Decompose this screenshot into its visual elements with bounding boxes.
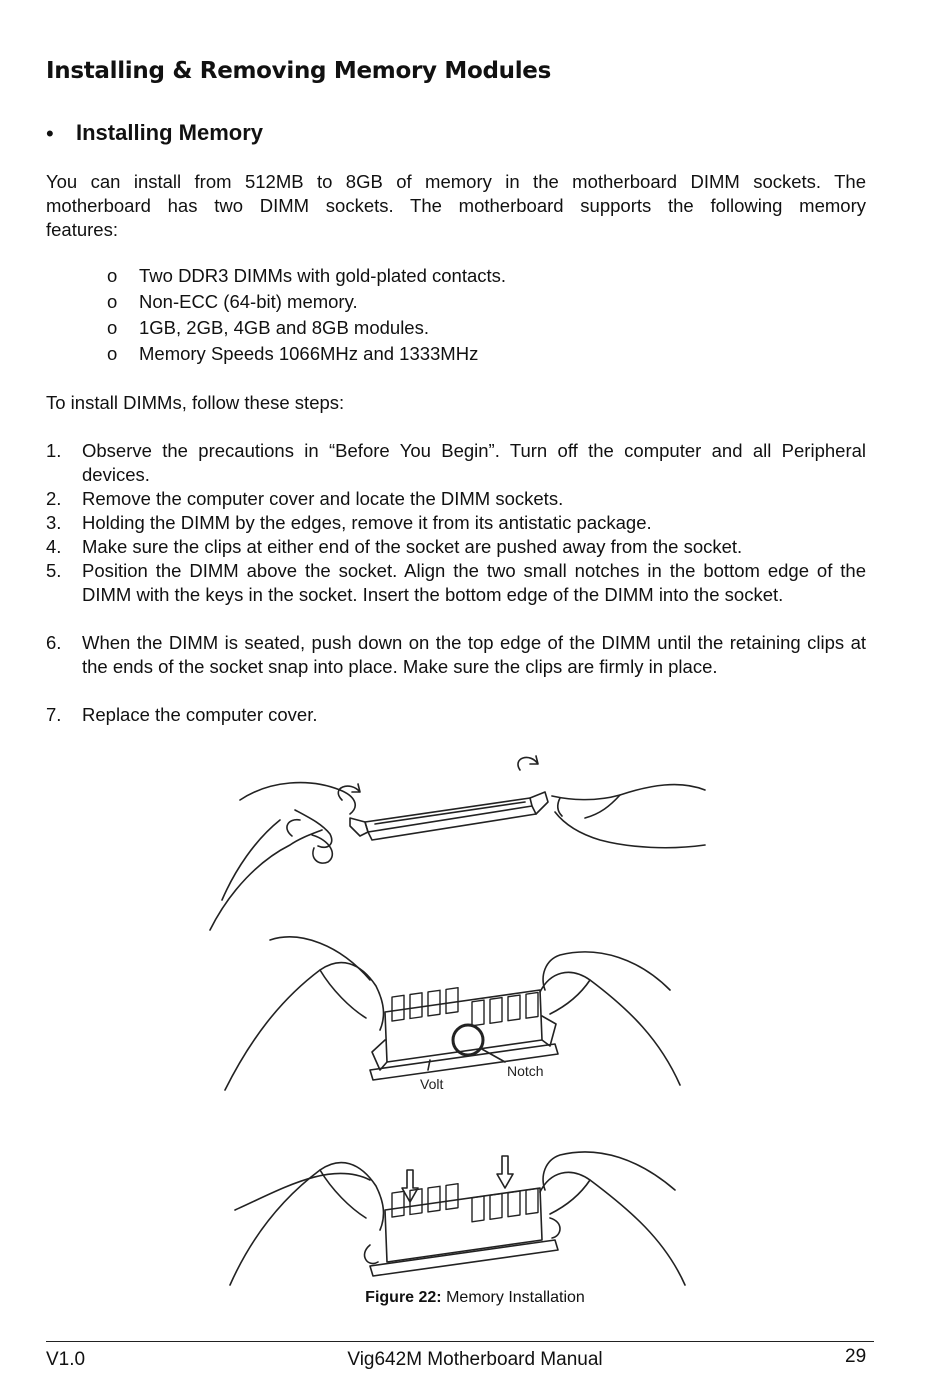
step-text: Position the DIMM above the socket. Align the two small notches in the bottom edge of the DIMM with the keys in the socket. Insert the bottom edge of the DIMM into the socket. bbox=[82, 560, 866, 605]
volt-label: Volt bbox=[420, 1076, 444, 1092]
footer-divider bbox=[46, 1341, 874, 1342]
feature-item bbox=[107, 316, 429, 340]
feature-bullet: o bbox=[107, 317, 118, 338]
feature-item bbox=[107, 342, 478, 366]
steps-intro: To install DIMMs, follow these steps: bbox=[46, 392, 345, 413]
feature-text: 1GB, 2GB, 4GB and 8GB modules. bbox=[139, 317, 429, 338]
socket-open-illustration bbox=[210, 756, 705, 930]
footer-manual-title: Vig642M Motherboard Manual bbox=[347, 1349, 603, 1370]
step-number: 7. bbox=[46, 704, 62, 725]
feature-text: Two DDR3 DIMMs with gold-plated contacts. bbox=[139, 265, 507, 286]
step-text: Observe the precautions in “Before You Begin”. Turn off the computer and all Peripheral devices. bbox=[82, 440, 866, 485]
memory-installation-figure bbox=[200, 740, 720, 1290]
intro-line: motherboard has two DIMM sockets. The motherboard supports the following memory bbox=[46, 195, 866, 216]
footer-version: V1.0 bbox=[46, 1349, 86, 1370]
step-number: 2. bbox=[46, 488, 62, 509]
step-text: Make sure the clips at either end of the socket are pushed away from the socket. bbox=[82, 536, 743, 557]
section-bullet: • bbox=[46, 121, 54, 146]
section-heading: Installing Memory bbox=[76, 120, 264, 145]
notch-label: Notch bbox=[507, 1063, 544, 1079]
figure-caption bbox=[0, 1289, 950, 1307]
intro-line: You can install from 512MB to 8GB of memory in the motherboard DIMM sockets. The bbox=[46, 171, 866, 192]
dimm-align-illustration bbox=[225, 937, 680, 1090]
page-number: 29 bbox=[845, 1346, 867, 1367]
feature-bullet: o bbox=[107, 291, 118, 312]
step-text: Remove the computer cover and locate the DIMM sockets. bbox=[82, 488, 564, 509]
step-text: When the DIMM is seated, push down on the top edge of the DIMM until the retaining clips at the ends of the socket snap into place. Make sure the clips are firmly in place. bbox=[82, 632, 866, 677]
step-number: 6. bbox=[46, 632, 62, 653]
step-number: 3. bbox=[46, 512, 62, 533]
feature-bullet: o bbox=[107, 343, 118, 364]
feature-item bbox=[107, 264, 506, 288]
intro-paragraph bbox=[46, 170, 866, 266]
step-number: 5. bbox=[46, 560, 62, 581]
feature-item bbox=[107, 290, 358, 314]
feature-text: Non-ECC (64-bit) memory. bbox=[139, 291, 358, 312]
caption-text: Memory Installation bbox=[441, 1289, 585, 1306]
feature-bullet: o bbox=[107, 265, 118, 286]
step-number: 1. bbox=[46, 440, 62, 461]
feature-text: Memory Speeds 1066MHz and 1333MHz bbox=[139, 343, 479, 364]
intro-line: features: bbox=[46, 219, 118, 240]
step-number: 4. bbox=[46, 536, 62, 557]
dimm-press-illustration bbox=[230, 1152, 685, 1285]
caption-label: Figure 22: bbox=[365, 1289, 442, 1306]
step-text: Holding the DIMM by the edges, remove it from its antistatic package. bbox=[82, 512, 652, 533]
step-text: Replace the computer cover. bbox=[82, 704, 318, 725]
page-title: Installing & Removing Memory Modules bbox=[46, 58, 551, 84]
